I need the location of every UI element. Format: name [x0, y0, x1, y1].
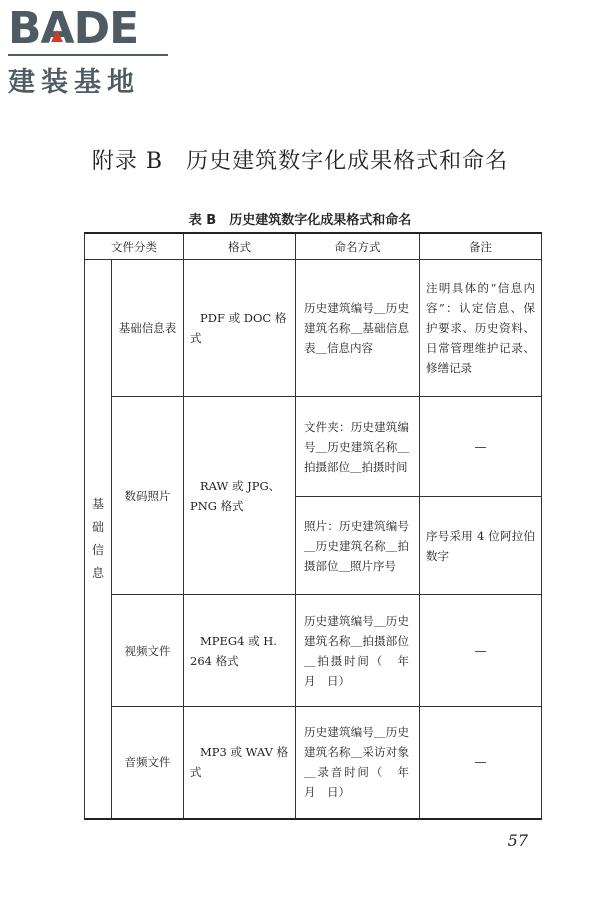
appendix-title: 附录 B 历史建筑数字化成果格式和命名 — [91, 149, 509, 174]
format-text: RAW 或 JPG、PNG 格式 — [190, 478, 281, 513]
logo-letters-1: B — [8, 3, 41, 54]
table-title: 表 B 历史建筑数字化成果格式和命名 — [188, 213, 412, 228]
type-cell: 视频文件 — [112, 595, 184, 707]
format-text: MP3 或 WAV 格式 — [190, 745, 289, 780]
table-row — [85, 707, 542, 819]
page-number: 57 — [507, 831, 528, 850]
note-cell: — — [420, 707, 542, 819]
note-cell: — — [420, 397, 542, 497]
type-cell: 音频文件 — [112, 707, 184, 819]
type-cell: 数码照片 — [112, 397, 184, 595]
category-label: 基础信息 — [91, 496, 104, 580]
format-text: PDF 或 DOC 格式 — [190, 311, 287, 345]
logo-divider — [8, 54, 168, 56]
table-header-row — [85, 233, 542, 260]
logo-triangle-icon — [51, 30, 63, 42]
header-naming: 命名方式 — [296, 233, 420, 260]
logo-letter-a-text: A — [40, 3, 74, 54]
header-format: 格式 — [184, 233, 296, 260]
naming-cell: 文件夹：历史建筑编号＿历史建筑名称＿拍摄部位＿拍摄时间 — [296, 397, 420, 497]
note-cell: 序号采用 4 位阿拉伯数字 — [420, 497, 542, 595]
note-cell: — — [420, 595, 542, 707]
format-cell — [184, 595, 296, 707]
note-cell: 注明具体的“信息内容”：认定信息、保护要求、历史资料、日常管理维护记录、修缮记录 — [420, 260, 542, 397]
naming-cell: 历史建筑编号＿历史建筑名称＿基础信息表＿信息内容 — [296, 260, 420, 397]
format-naming-table — [84, 232, 542, 820]
header-file-category: 文件分类 — [85, 233, 184, 260]
naming-cell: 历史建筑编号＿历史建筑名称＿采访对象＿录音时间（ 年 月 日） — [296, 707, 420, 819]
brand-logo — [8, 3, 183, 99]
logo-letter-a — [40, 3, 74, 54]
format-cell — [184, 397, 296, 595]
brand-logo-chinese: 建装基地 — [8, 67, 140, 98]
logo-letters-2: DE — [73, 3, 139, 54]
format-cell — [184, 260, 296, 397]
format-text: MPEG4 或 H. 264 格式 — [190, 633, 277, 668]
category-cell — [85, 260, 112, 819]
table-row — [85, 595, 542, 707]
naming-cell: 历史建筑编号＿历史建筑名称＿拍摄部位＿拍摄时间（ 年 月 日） — [296, 595, 420, 707]
naming-cell: 照片：历史建筑编号＿历史建筑名称＿拍摄部位＿照片序号 — [296, 497, 420, 595]
header-note: 备注 — [420, 233, 542, 260]
table-row — [85, 260, 542, 397]
format-cell — [184, 707, 296, 819]
table-row — [85, 397, 542, 497]
brand-logo-wordmark — [8, 3, 183, 54]
type-cell: 基础信息表 — [112, 260, 184, 397]
